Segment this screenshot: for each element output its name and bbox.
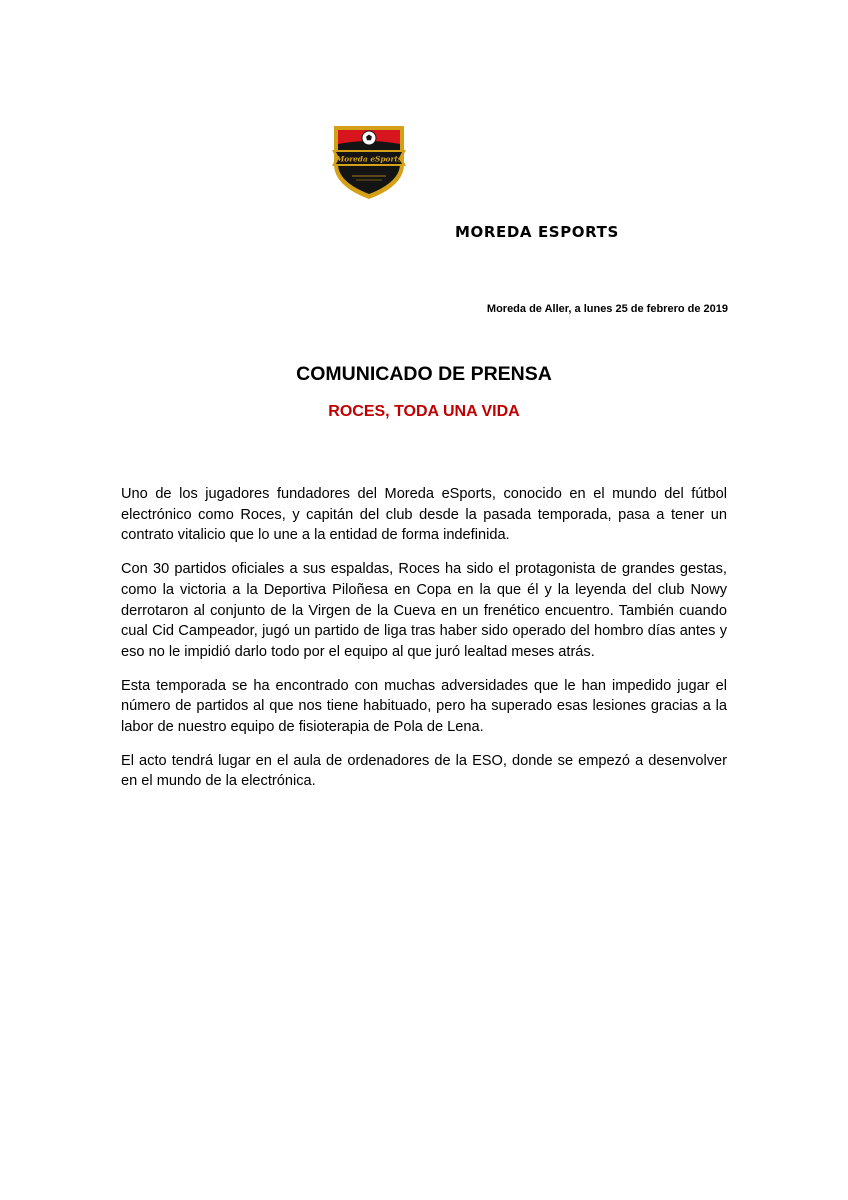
club-logo [330, 120, 408, 200]
document-title: COMUNICADO DE PRENSA [296, 363, 552, 385]
paragraph-3: Esta temporada se ha encontrado con muchas adversidades que le han impedido jugar el número de partidos al que nos tiene habituado, pero ha superado esas lesiones gracias a la labor de nuestro equipo de fisioterapia de Pola de Lena. [121, 677, 727, 736]
logo-text: Moreda eSports [336, 154, 402, 164]
paragraph-2: Con 30 partidos oficiales a sus espaldas, Roces ha sido el protagonista de grandes gestas, como la victoria a la Deportiva Piloñesa en Copa en la que él y la leyenda del club Nowy derrotaron al conjunto de la Virgen de la Cueva en un frenético encuentro. También cuando cual Cid Campeador, jugó un partido de liga tras haber sido operado del hombro días antes y eso no le impidió darlo todo por el equipo al que juró lealtad meses atrás. [121, 561, 727, 660]
paragraph-1: Uno de los jugadores fundadores del Moreda eSports, conocido en el mundo del fútbol electrónico como Roces, y capitán del club desde la pasada temporada, pasa a tener un contrato vitalicio que lo une a la entidad de forma indefinida. [121, 486, 727, 544]
soccer-ball-icon [362, 131, 376, 145]
document-subtitle: ROCES, TODA UNA VIDA [328, 403, 520, 420]
dateline: Moreda de Aller, a lunes 25 de febrero de 2019 [486, 303, 728, 315]
press-release-body [121, 484, 727, 805]
paragraph-4: El acto tendrá lugar en el aula de ordenadores de la ESO, donde se empezó a desenvolver en el mundo de la electrónica. [121, 752, 727, 790]
organization-name: MOREDA ESPORTS [455, 223, 619, 241]
